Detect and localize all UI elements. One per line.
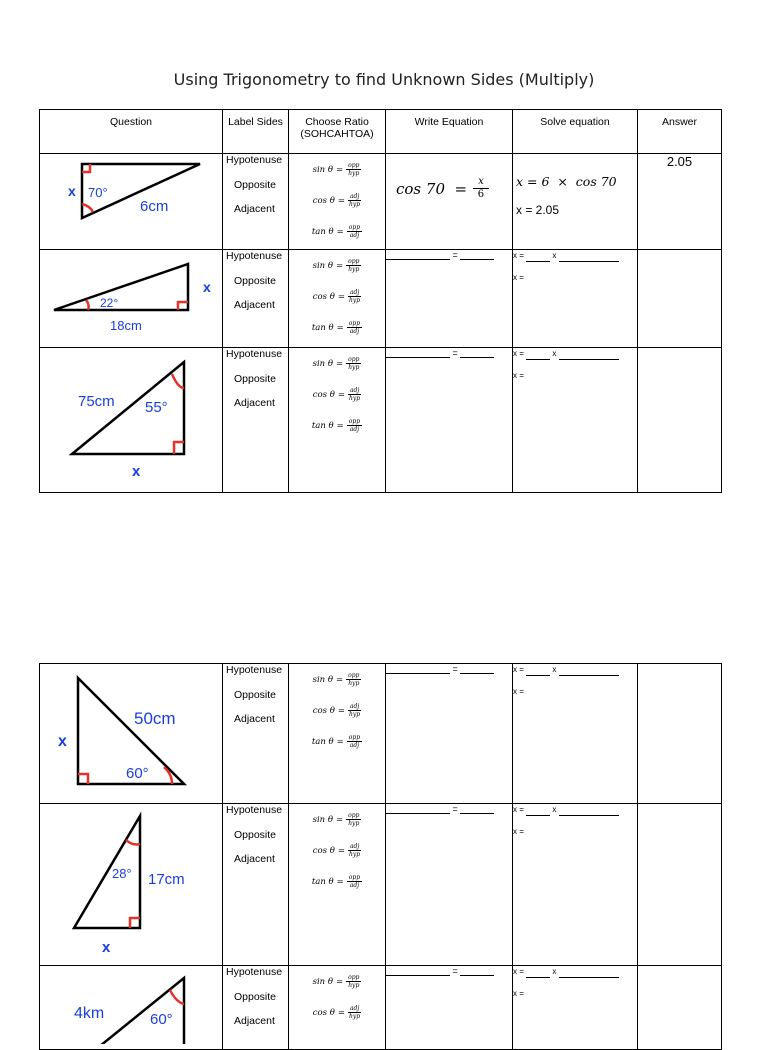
triangle-diagram	[40, 966, 222, 1044]
write-equation-cell: =	[386, 966, 513, 1050]
example-solve-line1: x = 6 × cos 70	[516, 174, 617, 189]
svg-text:x: x	[102, 939, 111, 956]
question-cell	[40, 348, 223, 493]
example-equation-lhs: cos 70	[396, 179, 445, 198]
write-equation-cell: =	[386, 804, 513, 966]
ratio-cell: sin θ = $\frac{\text{opp}}{\text{hyp}}$ cos θ = $\frac{\text{adj}}{\text{hyp}}$ tan θ = $\frac{\text{opp}}{\text{adj}}$	[289, 154, 386, 250]
table-row	[40, 966, 722, 1050]
question-cell	[40, 664, 223, 804]
svg-text:50cm: 50cm	[134, 709, 176, 728]
table-row	[40, 348, 722, 493]
svg-text:60°: 60°	[150, 1011, 173, 1028]
worksheet-table-bottom	[39, 663, 722, 1050]
ratio-cell: sin θ = $\frac{\text{opp}}{\text{hyp}}$ cos θ = $\frac{\text{adj}}{\text{hyp}}$ tan θ = $\frac{\text{opp}}{\text{adj}}$	[289, 664, 386, 804]
svg-text:28°: 28°	[112, 866, 132, 881]
write-equation-cell: =	[386, 664, 513, 804]
triangle-diagram	[40, 348, 222, 487]
label-sides-cell: Hypotenuse Opposite Adjacent	[223, 804, 289, 966]
label-sides-cell: Hypotenuse Opposite Adjacent	[223, 250, 289, 348]
write-equation-cell: cos 70 = $\frac{x}{6}$	[386, 154, 513, 250]
label-sides-cell: Hypotenuse Opposite Adjacent	[223, 966, 289, 1050]
answer-cell	[638, 966, 722, 1050]
write-equation-cell: =	[386, 250, 513, 348]
solve-equation-cell: x = x x =	[513, 348, 638, 493]
answer-cell	[638, 804, 722, 966]
header-answer: Answer	[638, 110, 722, 154]
worksheet-table-top	[39, 109, 722, 493]
answer-cell	[638, 348, 722, 493]
label-sides-cell: Hypotenuse Opposite Adjacent	[223, 664, 289, 804]
label-sides-cell: Hypotenuse Opposite Adjacent	[223, 348, 289, 493]
svg-text:75cm: 75cm	[78, 393, 115, 410]
label-sides-cell: Hypotenuse Opposite Adjacent	[223, 154, 289, 250]
question-cell	[40, 154, 223, 250]
header-write-equation: Write Equation	[386, 110, 513, 154]
svg-text:4km: 4km	[74, 1005, 105, 1022]
header-label-sides: Label Sides	[223, 110, 289, 154]
triangle-diagram	[40, 250, 222, 342]
table-row	[40, 804, 722, 966]
solve-equation-cell: x = x x =	[513, 804, 638, 966]
svg-text:60°: 60°	[126, 765, 149, 782]
header-choose-ratio: Choose Ratio (SOHCAHTOA)	[289, 110, 386, 154]
question-cell	[40, 966, 223, 1050]
solve-equation-cell	[513, 154, 638, 250]
ratio-cell: sin θ = $\frac{\text{opp}}{\text{hyp}}$ cos θ = $\frac{\text{adj}}{\text{hyp}}$ tan θ = $\frac{\text{opp}}{\text{adj}}$	[289, 804, 386, 966]
table-row	[40, 250, 722, 348]
example-solve-line2: x = 2.05	[516, 203, 560, 217]
unknown-label: x	[68, 183, 76, 199]
answer-cell	[638, 250, 722, 348]
svg-text:22°: 22°	[100, 296, 119, 310]
header-question: Question	[40, 110, 223, 154]
triangle-diagram	[40, 804, 222, 960]
svg-text:17cm: 17cm	[148, 871, 185, 888]
write-equation-cell: =	[386, 348, 513, 493]
ratio-cell: sin θ = $\frac{\text{opp}}{\text{hyp}}$ cos θ = $\frac{\text{adj}}{\text{hyp}}$	[289, 966, 386, 1050]
question-cell	[40, 250, 223, 348]
angle-label: 70°	[88, 185, 108, 200]
solve-equation-cell: x = x x =	[513, 250, 638, 348]
ratio-cell: sin θ = $\frac{\text{opp}}{\text{hyp}}$ cos θ = $\frac{\text{adj}}{\text{hyp}}$ tan θ = $\frac{\text{opp}}{\text{adj}}$	[289, 250, 386, 348]
worksheet-title: Using Trigonometry to find Unknown Sides (Multiply)	[173, 70, 595, 89]
solve-equation-cell: x = x x =	[513, 966, 638, 1050]
question-cell	[40, 804, 223, 966]
triangle-diagram	[40, 154, 222, 244]
svg-text:x: x	[203, 279, 211, 295]
ratio-cell: sin θ = $\frac{\text{opp}}{\text{hyp}}$ cos θ = $\frac{\text{adj}}{\text{hyp}}$ tan θ = $\frac{\text{opp}}{\text{adj}}$	[289, 348, 386, 493]
table-row	[40, 154, 722, 250]
triangle-diagram	[40, 664, 222, 798]
svg-text:x: x	[132, 463, 141, 480]
svg-text:18cm: 18cm	[110, 318, 142, 333]
svg-text:x: x	[58, 733, 67, 750]
header-row	[40, 110, 722, 154]
table-row	[40, 664, 722, 804]
header-solve-equation: Solve equation	[513, 110, 638, 154]
svg-text:55°: 55°	[145, 399, 168, 416]
answer-cell	[638, 664, 722, 804]
solve-equation-cell: x = x x =	[513, 664, 638, 804]
side-label: 6cm	[140, 198, 169, 215]
answer-cell: 2.05	[638, 154, 722, 250]
